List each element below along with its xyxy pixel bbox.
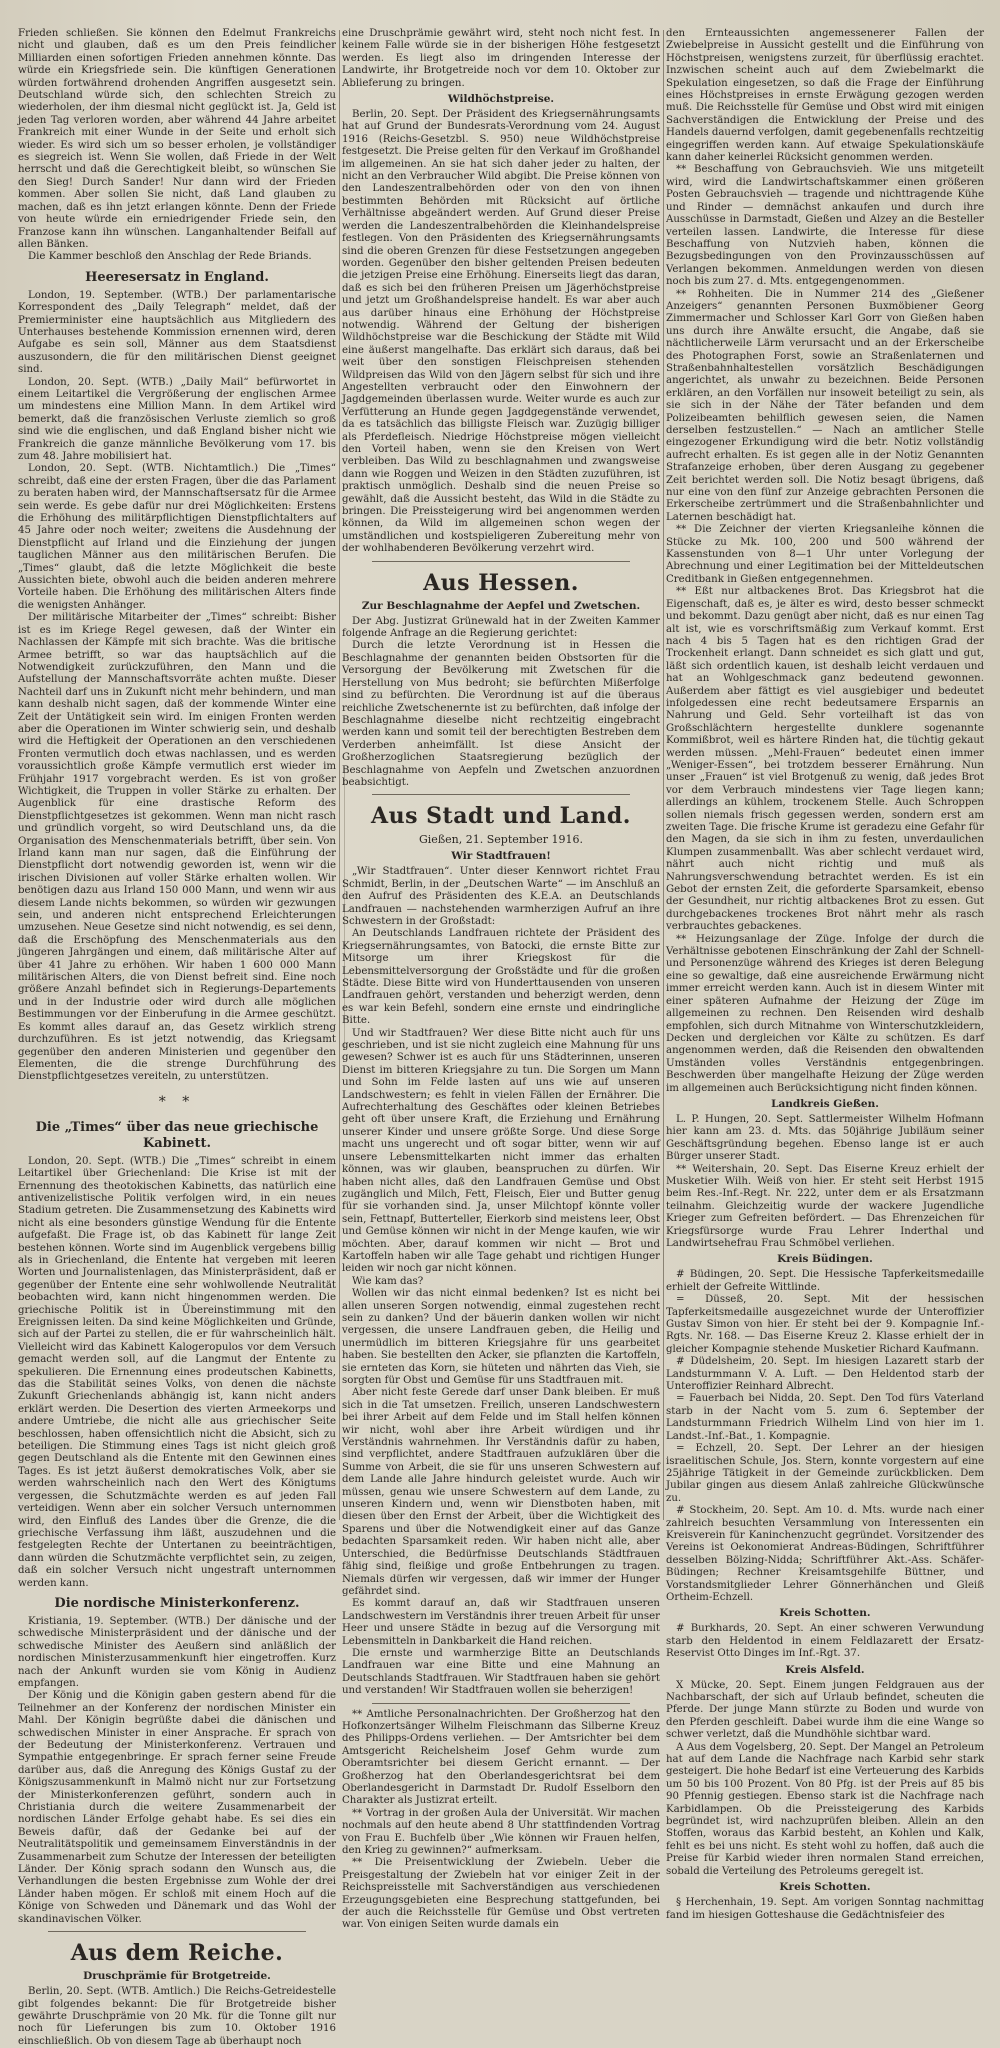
article-paragraph: ** Eßt nur altbackenes Brot. Das Kriegsbrot hat die Eigenschaft, daß es, je älter es wird, desto besser schmeckt und bekommt. Dazu genügt aber nicht, daß es nur einen Tag alt ist, wie es vorschriftsmäßig zum Verkauf kommt. Erst nach 4 bis 5 Tagen hat es den richtigen Grad der Trockenheit erlangt. Dann schneidet es sich glatt und gut, läßt sich ordentlich kauen, ist deshalb leicht verdauen und hat an Wohlgeschmack ganz bedeutend gewonnen. Außerdem aber fättigt es viel ausgiebiger und bedeutet infolgedessen eine recht bedeutsamere Ersparnis an Nahrung und Geld. Sehr vorteilhaft ist das von Großschlächtern hergestellte dunklere sogenannte Kommißbrot, weil es härtere Rinden hat, die tüchtig gekaut werden müssen. „Mehl-Frauen“ bedeutet einen immer „Weniger-Essen“, bei trotzdem besserer Ernährung. Nun unser „Frauen“ ist viel Brotgenuß zu wenig, daß jedes Brot vor dem Verbrauch mindestens vier Tage liegen kann; allerdings an kühlem, trockenem Stelle. Auch Schroppen sollen niemals frisch gegessen werden, sondern erst am zweiten Tage. Die frische Krume ist geradezu eine Gefahr für den Magen, da sie sich in ihm zu festen, unverdaulichen Klumpen zusammenballt. Was aber schlecht verdauet wird, nährt auch nicht richtig und muß als Nahrungsverschwendung betrachtet werden. Es ist ein Gebot der ernsten Zeit, die geforderte Sparsamkeit, ebenso der Gesundheit, nur richtig altbackenes Brot zu essen. Gut durchgebackenes trockenes Brot nährt mehr als rasch verbrauchtes gebackenes. [666,586,984,933]
article-paragraph: ** Rohheiten. Die in Nummer 214 des „Gießener Anzeigers“ genannten Personen Buxmöbiener Georg Zimmermacher und Schlosser Karl Gorr von Gießen haben uns durch ihre Anwälte ersucht, die Angabe, daß sie nächtlicherweile Lärm verursacht und an der Erkerscheibe des Photographen Forst, sowie an Straßenlaternen und Straßenbahnhaltestellen vorsätzlich Beschädigungen angerichtet, als unwahr zu bezeichnen. Beide Personen erklären, an den Vorfällen nur insoweit beteiligt zu sein, als sie sich in der Nähe der Täter befanden und dem Polizeibeamten behilflich gewesen seien, die Namen derselben festzustellen.“ — Nach an amtlicher Stelle eingezogener Erkundigung wird die betr. Notiz vollständig aufrecht erhalten. Es ist gegen alle in der Notiz Genannten Strafanzeige erhoben, über deren Ausgang zu gegebener Zeit berichtet werden soll. Die Notiz besagt übrigens, daß nur eine von den fünf zur Anzeige gebrachten Personen die Erkerscheibe zertrümmert und die Straßenbahnlichter und Laternen beschädigt hat. [666,288,984,523]
article-paragraph: L. P. Hungen, 20. Sept. Sattlermeister Wilhelm Hofmann hier kann am 23. d. Mts. das 50jährige Jubiläum seiner Geschäftsgründung begehen. Ebenso lange ist er auch Bürger unserer Stadt. [666,1113,984,1163]
article-paragraph: = Düsseß, 20. Sept. Mit der hessischen Tapferkeitsmedaille ausgezeichnet wurde der Unteroffizier Gustav Simon von hier. Er steht bei der 9. Kompagnie Inf.-Rgts. Nr. 168. — Das Eiserne Kreuz 2. Klasse erhielt der in gleicher Kompagnie stehende Musketier Richard Kaufmann. [666,1294,984,1355]
article-paragraph: X Mücke, 20. Sept. Einem jungen Feldgrauen aus der Nachbarschaft, der sich auf Urlaub befindet, scheuten die Pferde. Der junge Mann stürzte zu Boden und wurde von den Pferden geschleift. Dabei wurde ihm die eine Wange so schwer verletzt, daß die Mundhöhle sichtbar ward. [666,1679,984,1741]
article-paragraph: ** Die Zeichner der vierten Kriegsanleihe können die Stücke zu Mk. 100, 200 und 500 während der Kassenstunden von 8—1 Uhr unter Vorlegung der Abrechnung und einer Legitimation bei der Mitteldeutschen Creditbank in Gießen entgegennehmen. [666,524,984,585]
article-paragraph: An Deutschlands Landfrauen richtete der Präsident des Kriegsernährungsamtes, von Batocki, die ernste Bitte zur Mitsorge um ihrer Kriegskost für die Lebensmittelversorgung der Großstädte und für die großen Städte. Diese Bitte wird von Hunderttausenden von unseren Landfrauen gehört, verstanden und beherzigt werden, denn es war kein Befehl, sondern eine ernste und eindringliche Bitte. [342,928,660,1027]
article-paragraph: ** Amtliche Personalnachrichten. Der Großherzog hat den Hofkonzertsänger Wilhelm Fleischmann das Silberne Kreuz des Philipps-Ordens verliehen. — Der Amtsrichter bei dem Amtsgericht Reichelsheim Josef Gehm wurde zum Oberamtsrichter bei diesem Gericht ernannt. — Der Großherzog hat den Oberlandesgerichtsrat bei dem Oberlandesgericht in Darmstadt Dr. Rudolf Esselborn den Charakter als Justizrat erteilt. [342,1708,660,1807]
divider [48,1931,306,1932]
article-paragraph: Wollen wir das nicht einmal bedenken? Ist es nicht bei allen unseren Sorgen notwendig, einmal zugestehen recht sein zu danken? Und der bäuerin danken wollen wir nicht vergessen, die unsere Landfrauen geben, die Heilig und unermüdlich im bitteren Kriegsjahre für uns gearbeitet haben. Sie bestellten den Acker, sie pflanzten die Kartoffeln, sie ernteten das Korn, sie hüteten und nährten das Vieh, sie sorgten für Obst und Gemüse für uns Stadtfrauen mit. [342,1288,660,1386]
section-title: Aus Stadt und Land. [371,803,631,830]
section-heading: Heeresersatz in England. [85,269,269,285]
article-paragraph: Durch die letzte Verordnung ist in Hessen die Beschlagnahme der genannten beiden Obstsorten für die Versorgung der Bevölkerung mit Zwetschen für die Herstellung von Mus bedroht; sie befürchten Mißerfolge sind zu befürchten. Die Verordnung ist auf die überaus reichliche Zwetschenernte ist zu befürchten, daß infolge der Beschlagnahme dieselbe nicht rechtzeitig eingebracht werden kann und somit teil der berechtigten Bestreben dem Verderben anheimfällt. Ist diese Ansicht der Großherzoglichen Staatsregierung bezüglich der Beschlagnahme von Aepfeln und Zwetschen anzuordnen beabsichtigt. [342,640,660,788]
article-paragraph: Die Kammer beschloß den Anschlag der Rede Briands. [28,251,312,263]
article-paragraph: A Aus dem Vogelsberg, 20. Sept. Der Mangel an Petroleum hat auf dem Lande die Nachfrage nach Karbid sehr stark gesteigert. Die hohe Bedarf ist eine Verteuerung des Karbids um 50 bis 100 Prozent. Von 80 Pfg. ist der Preis auf 85 bis 90 Pfennig gestiegen. Ebenso stark ist die Nachfrage nach Karbidlampen. Ob die Preissteigerung des Karbids begründet ist, wird nachzuprüfen bleiben. Allein an den Stoffen, woraus das Karbid besteht, an Kohlen und Kalk, fehlt es bei uns nicht. Es steht wohl zu hoffen, daß auch die Preise für Karbid wieder ihren normalen Stand erreichen, sobald die Verteilung des Petroleums geregelt ist. [666,1741,984,1877]
divider [372,561,630,562]
article-paragraph: Aber nicht feste Gerede darf unser Dank bleiben. Er muß sich in die Tat umsetzen. Freilich, unseren Landschwestern bei ihrer Arbeit auf dem Felde und im Stall helfen können wir nicht, wohl aber ihre Arbeit würdigen und ihr Verständnis wahrnehmen. Ihr Verständnis dafür zu haben, sind verpflichtet, andere Stadtfrauen aufzuklären über die Summe von Arbeit, die sie für uns unseren Schwestern auf dem Lande alle Jahre hindurch geleistet wurde. Auch wir müssen, genau wie unsere Schwestern auf dem Lande, zu unseren Kindern und, wenn wir Dienstboten haben, mit diesen über den Ernst der Arbeit, über die Wichtigkeit des Sparens und über die Notwendigkeit einer auf das Ganze bedachten Sparsamkeit reden. Wir haben nicht alle, aber Unterschied, die Bedürfnisse Deutschlands Städtfrauen fähig sind, fleißige und große Entbehrungen zu tragen. Niemals dürfen wir vergessen, daß wir immer der Hunger gefährdet sind. [342,1387,660,1597]
article-paragraph: Die ernste und warmherzige Bitte an Deutschlands Landfrauen war eine Bitte und eine Mahnung an Deutschlands Stadtfrauen. Wir Stadtfrauen haben sie gehört und verstanden! Wir Stadtfrauen wollen sie beherzigen! [342,1647,660,1697]
article-paragraph: ** Heizungsanlage der Züge. Infolge der durch die Verhältnisse gebotenen Einschränkung der Zahl der Schnell- und Personenzüge während des Krieges ist deren Belegung eine so gewaltige, daß eine ausreichende Erwärmung nicht immer erreicht werden kann. Auch ist in diesem Winter mit einer späteren Aufnahme der Heizung der Züge im allgemeinen zu rechnen. Den Reisenden wird deshalb empfohlen, sich durch Mitnahme von Winterschutzkleidern, Decken und dergleichen vor Kälte zu schützen. Es darf angenommen werden, daß die Reisenden den obwaltenden Umständen volles Verständnis entgegenbringen. Beschwerden über mangelhafte Heizung der Züge werden im allgemeinen auch Berücksichtigung nicht finden können. [666,933,984,1094]
article-paragraph: # Stockheim, 20. Sept. Am 10. d. Mts. wurde nach einer zahlreich besuchten Versammlung von Interessenten ein Kreisverein für Kaninchenzucht gegründet. Vorsitzender des Vereins ist Oekonomierat Andreas-Büdingen, Schriftführer desselben Bölzing-Nidda; Schriftführer Akt.-Ass. Schäfer-Büdingen; Rechner Kreisamtsgehilfe Büttner, und Vorstandsmitglieder Lehrer Gönnerhänchen und Gleiß Ortheim-Echzell. [666,1505,984,1603]
column-right [666,28,984,1921]
article-paragraph: Der König und die Königin gaben gestern abend für die Teilnehmer an der Konferenz der nordischen Minister ein Mahl. Der Königin begrüßte dabei die dänischen und schwedischen Minister in einer Ansprache. Er sprach von der Bedeutung der Ministerkonferenz. Vertrauen und Sympathie entgegenbringe. Er sprach ferner seine Freude darüber aus, daß die Anregung des Königs Gustaf zu der Königszusammenkunft in Malmö nicht nur zur Fortsetzung der Ministerkonferenzen geführt, sondern auch in Christiania durch die weitere Zusammenarbeit der nordischen Länder Erfolge gehabt habe. Es sei dies ein Beweis dafür, daß der Gedanke bei auf der Neutralitätspolitik und gemeinsamem Einverständnis in der Zusammenarbeit zum Schutze der Interessen der beteiligten Länder. Der König sprach sodann den Wunsch aus, die Verhandlungen die besten Ergebnisse zum Wohle der drei Länder haben mögen. Er schloß mit einem Hoch auf die Könige von Schweden und Dänemark und das Wohl der skandinavischen Völker. [18,1690,336,1925]
article-paragraph: § Herchenhain, 19. Sept. Am vorigen Sonntag nachmittag fand im hiesigen Gotteshause die Gedächtnisfeier des [666,1897,984,1921]
article-paragraph: ** Weitershain, 20. Sept. Das Eiserne Kreuz erhielt der Musketier Wilh. Weiß von hier. Er steht seit Herbst 1915 beim Res.-Inf.-Regt. Nr. 222, unter dem er als Ersatzmann teilnahm. Gleichzeitig wurde der wackere Jugendliche Krieger zum Gefreiten befördert. — Das Ehrenzeichen für Kriegsfürsorge wurde Frau Lehrer Inderthal und Landwirtsehefrau Frau Schmöbel verliehen. [666,1163,984,1249]
article-paragraph: = Fauerbach bei Nidda, 20. Sept. Den Tod fürs Vaterland starb in der Nacht vom 5. zum 6. September der Landsturmmann Friedrich Wilhelm Lind von hier im 1. Landst.-Inf.-Bat., 1. Kompagnie. [666,1393,984,1442]
column-rule [339,30,340,1520]
subsection-heading: Kreis Schotten. [779,1607,871,1620]
article-paragraph: London, 20. Sept. (WTB.) „Daily Mail“ befürwortet in einem Leitartikel die Vergrößerung der englischen Armee um mindestens eine Million Mann. In dem Artikel wird bemerkt, daß die französischen Verluste ziemlich so groß sind wie die englischen, und daß England bisher nicht wie Frankreich die ganze männliche Bevölkerung vom 17. bis zum 48. Jahre mobilisiert hat. [18,376,336,462]
column-left [18,28,336,2047]
subsection-heading: Kreis Alsfeld. [785,1663,865,1676]
column-middle [342,28,660,1931]
article-paragraph: London, 20. Sept. (WTB. Nichtamtlich.) Die „Times“ schreibt, daß eine der ersten Fragen, über die das Parlament zu beraten haben wird, der Mannschaftsersatz für die Armee sein werde. Es gebe dafür nur drei Möglichkeiten: Erstens die Erhöhung des militärpflichtigen Dienstpflichtalters auf 45 Jahre oder noch weiter; zweitens die Ausdehnung der Dienstpflicht auf Irland und die Einziehung der jungen tauglichen Männer aus den militärischen Berufen. Die „Times“ glaubt, daß die letzte Möglichkeit die beste Aussichten biete, obwohl auch die beiden anderen mehrere Vorteile haben. Die Erhöhung des militärischen Alters finde die wenigsten Anhänger. [18,463,336,611]
article-paragraph: Frieden schließen. Sie können den Edelmut Frankreichs nicht und glauben, daß es um den Preis feindlicher Milliarden einen sofortigen Frieden annehmen könnte. Das würde ein Kriegsfriede sein. Die künftigen Generationen würden fortwährend drohenden Angriffen ausgesetzt sein. Deutschland würde sich, den schlechten Streich zu wiederholen, der ihm diesmal nicht geglückt ist. Ja, Geld ist jeden Tag verloren worden, aber während 44 Jahre arbeitet Frankreich mit einer Wunde in der Seite und erholt sich wieder. Es wird sich um so besser erholen, je vollständiger es siegreich ist. Wenn Sie wollen, daß Friede in der Welt herrscht und daß die Gerechtigkeit bleibt, so wünschen Sie den Sieg! Durch Sander! Nur dann wird der Frieden kommen. Aber sollen Sie nicht, daß Land glauben zu machen, daß es ihn jetzt erlangen könnte. Denn der Friede von heute würde ein erniedrigender Friede sein, den Franzose kann ihn wünschen. Langanhaltender Beifall auf allen Bänken. [18,28,336,250]
section-heading: Die nordische Ministerkonferenz. [54,1595,300,1611]
article-paragraph: # Burkhards, 20. Sept. An einer schweren Verwundung starb den Heldentod in einem Feldlazarett der Ersatz-Reservist Otto Dinges im Inf.-Rgt. 37. [666,1623,984,1660]
article-paragraph: London, 20. Sept. (WTB.) Die „Times“ schreibt in einem Leitartikel über Griechenland: Die Krise ist mit der Ernennung des theotokischen Kabinetts, das natürlich eine antivenizelistische Politik verfolgen wird, in ein neues Stadium getreten. Die Zusammensetzung des Kabinetts wird nicht als eine besonders günstige Wendung für die Entente aufgefaßt. Die Frage ist, ob das Kabinett für lange Zeit bestehen können. Worte sind im Augenblick vergebens billig als in Griechenland, die Entente hat vergeben mit leeren Worten und Journalistenlagen, das Ministerpräsident, daß er gegenüber der Entente eine sehr wohlwollende Neutralität beobachten wird, kann nicht hingenommen werden. Die griechische Politik ist in Übereinstimmung mit den Ereignissen leiten. Da sind keine Möglichkeiten und Gründe, sich auf der Partei zu stellen, die er für wahrscheinlich hält. Vielleicht wird das Kabinett Kalogeropulos vor dem Versuch gemacht werden soll, auf die Langmut der Entente zu spekulieren. Die Ernennung eines prodeutschen Kabinetts, das die Stabilität seines Volks, von denen die nächste Zukunft Griechenlands abhängig ist, kann nicht anders erklärt werden. Die Desertion des vierten Armeekorps und andere Umtriebe, die nicht alle aus griechischer Seite beschlossen, haben offensichtlich nicht die Absicht, sich zu beteiligen. Die Stimmung eines Tags ist nicht gleich groß gegen Deutschland als die Entente mit den Gewinnen eines Tages. Es ist jetzt äußerst demokratisches Volk, aber sie werden wahrscheinlich nach den Wert des Königtums vergessen, die Schutzmächte werden es auf jeden Fall verteidigen. Wenn aber ein solcher Versuch unternommen wird, den Einfluß des Landes über die Grenze, die die griechische Verfassung ihm läßt, auszudehnen und die festgelegten Rechte der Untertanen zu beeinträchtigen, dann würden die Schutzmächte verpflichtet sein, zu zeigen, daß ein solcher Versuch nicht ungestraft unternommen werden kann. [18,1155,336,1589]
article-paragraph: Kristiania, 19. September. (WTB.) Der dänische und der schwedische Ministerpräsident und der dänische und der schwedische Minister des Aeußern sind anläßlich der nordischen Ministerzusammenkunft hier eingetroffen. Kurz nach der Ankunft wurden sie vom König in Audienz empfangen. [18,1615,336,1689]
section-title: Aus Hessen. [423,569,579,596]
subsection-heading: Kreis Schotten. [779,1881,871,1894]
article-paragraph: = Echzell, 20. Sept. Der Lehrer an der hiesigen israelitischen Schule, Jos. Stern, konnte vorgestern auf eine 25jährige Tätigkeit in der Gemeinde zurückblicken. Dem Jubilar gingen aus diesem Anlaß zahlreiche Glückwünsche zu. [666,1443,984,1504]
subsection-heading: Druschprämie für Brotgetreide. [83,1970,271,1983]
article-paragraph: „Wir Stadtfrauen“. Unter dieser Kennwort richtet Frau Schmidt, Berlin, in der „Deutschen Warte“ — im Anschluß an den Aufruf des Präsidenten des K.E.A. an Deutschlands Landfrauen — nachstehenden warmherzigen Aufruf an ihre Schwestern in der Großstadt: [342,866,660,927]
subsection-heading: Wir Stadtfrauen! [451,850,551,863]
article-paragraph: ** Die Preisentwicklung der Zwiebeln. Ueber die Preisgestaltung der Zwiebeln hat vor einiger Zeit in der Reichspreisstelle mit Sachverständigen aus verschiedenen Erzeugungsgebieten eine Besprechung stattgefunden, bei der auch die Reichsstelle für Gemüse und Obst vertreten war. Von einigen Seiten wurde damals ein [342,1857,660,1931]
subsection-heading: Kreis Büdingen. [777,1253,873,1266]
article-paragraph: Berlin, 20. Sept. Der Präsident des Kriegsernährungsamts hat auf Grund der Bundesrats-Verordnung vom 24. August 1916 (Reichs-Gesetzbl. S. 950) neue Wildhöchstpreise festgesetzt. Die Preise gelten für den Verkauf im Großhandel im allgemeinen. An sie hat sich daher jeder zu halten, der nicht an den Verbraucher Wild abgibt. Die Preise können von den Landeszentralbehörden oder von den von ihnen bestimmten Behörden mit Rücksicht auf örtliche Verhältnisse abgeändert werden. Auf Grund dieser Preise werden die Landeszentralbehörden die Kleinhandelspreise festlegen. Von den Präsidenten des Kriegsernährungsamts sind die oberen Grenzen für diese Festsetzungen angegeben worden. Gegenüber den bisher geltenden Preisen bedeuten die jetzigen Preise eine Erhöhung. Einerseits liegt das daran, daß es sich bei den früheren Preisen um Jägerhöchstpreise und jetzt um Großhandelspreise handelt. Es war aber auch aus darüber hinaus eine Erhöhung der Höchstpreise notwendig. Während der Geltung der bisherigen Wildhöchstpreise war die Beschickung der Städte mit Wild eine äußerst mangelhafte. Das erklärt sich daraus, daß bei weit über den sonstigen Fleischpreisen stehenden Wildpreisen das Wild von den Jägern selbst für sich und ihre Angestellten verbraucht oder den Einwohnern der Jagdgemeinden überlassen wurde. Weiter wurde es auch zur Verfütterung an Hunde gegen Jagdgegenstände verwendet, da es tatsächlich das billigste Fleisch war. Zuzügig billiger als Pferdefleisch. Niedrige Höchstpreise mögen vielleicht den Vorteil haben, wenn sie den Kreisen von Wert verbleiben. Das Wild zu beschlagnahmen und zwangsweise dann wie Roggen und Weizen in den Städten zuzuführen, ist praktisch unmöglich. Deshalb sind die neuen Preise so gewählt, daß die Aussicht besteht, das Wild in die Städte zu bringen. Die Preissteigerung wird bei angenommen werden können, da Wild im allgemeinen schon wegen der umständlichen und kostspieligeren Zubereitung mehr von der wohlhabenderen Bevölkerung verzehrt wird. [342,109,660,555]
dateline: Gießen, 21. September 1916. [419,833,583,847]
article-paragraph: Es kommt darauf an, daß wir Stadtfrauen unseren Landschwestern im Verständnis ihrer treuen Arbeit für unser Heer und unsere Städte in bezug auf die Versorgung mit Lebensmitteln in Dankbarkeit die Hand reichen. [342,1598,660,1647]
article-paragraph: # Düdelsheim, 20. Sept. Im hiesigen Lazarett starb der Landsturmmann V. A. Luft. — Den Heldentod starb der Unteroffizier Reinhard Albrecht. [666,1356,984,1393]
article-paragraph: Der Abg. Justizrat Grünewald hat in der Zweiten Kammer folgende Anfrage an die Regierung gerichtet: [342,615,660,640]
subsection-heading: Wildhöchstpreise. [447,93,555,106]
section-heading: Die „Times“ über das neue griechische Kabinett. [35,1119,319,1151]
article-paragraph: London, 19. September. (WTB.) Der parlamentarische Korrespondent des „Daily Telegraph“ meldet, daß der Premierminister eine hauptsächlich aus Mitgliedern des Unterhauses bestehende Kommission ernennen wird, deren Aufgabe es sein soll, Männer aus dem Staatsdienst auszusondern, die für den militärischen Dienst geeignet sind. [18,289,336,376]
article-paragraph: eine Druschprämie gewährt wird, steht noch nicht fest. In keinem Falle würde sie in der bisherigen Höhe festgesetzt werden. Es liegt also im dringenden Interesse der Landwirte, ihr Brotgetreide noch vor dem 10. Oktober zur Ablieferung zu bringen. [342,28,660,89]
article-paragraph: ** Vortrag in der großen Aula der Universität. Wir machen nochmals auf den heute abend 8 Uhr stattfindenden Vortrag von Frau E. Buchfelb über „Wie können wir Frauen helfen, den Krieg zu gewinnen?“ aufmerksam. [342,1807,660,1857]
section-title: Aus dem Reiche. [70,1940,284,1967]
article-paragraph: Berlin, 20. Sept. (WTB. Amtlich.) Die Reichs-Getreidestelle gibt folgendes bekannt: Die für Brotgetreide bisher gewährte Druschprämie von 20 Mk. für die Tonne gilt nur noch für Lieferungen bis zum 10. Oktober 1916 einschließlich. Ob von diesem Tage ab überhaupt noch [18,1986,336,2047]
article-paragraph: Der militärische Mitarbeiter der „Times“ schreibt: Bisher ist es im Kriege Regel gewesen, daß der Winter ein Nachlassen der Kämpfe mit sich brachte. Was die britische Armee betrifft, so war das hauptsächlich auf die Notwendigkeit zurückzuführen, den Mann und die Aufstellung der Mannschaftsvorräte achten mußte. Dieser Nachteil darf uns in Zukunft nicht mehr behindern, und man kann deshalb nicht sagen, daß der kommende Winter eine Zeit der Untätigkeit sein wird. Im einigen Fronten werden aber die Operationen im Winter schwierig sein, und deshalb wird die Heftigkeit der Operationen an den verschiedenen Fronten vermutlich doch etwas nachlassen, und es werden voraussichtlich große Kämpfe vermutlich erst wieder im Frühjahr 1917 vorgebracht werden. Es ist von großer Wichtigkeit, die Truppen in voller Stärke zu erhalten. Der Augenblick für eine drastische Reform des Dienstpflichtgesetzes ist gekommen. Wenn man nicht rasch und gründlich vorgeht, so wird Deutschland uns, da die Organisation des Menschenmaterials betrifft, über sein. Von Irland kann man nur sagen, daß die Einführung der Dienstpflicht dort notwendig geworden ist, wenn wir die irischen Divisionen auf voller Stärke erhalten wollen. Wir benötigen dazu aus Irland 150 000 Mann, und wenn wir aus diesem Lande nichts bekommen, so würden wir gezwungen sein, und anderen nicht entsprechend Erleichterungen umzusehen. Neue Gesetze sind nicht notwendig, es sei denn, daß die Erschöpfung des Menschenmaterials aus den jüngeren Jahrgängen und einem, daß militärische Alter auf über 41 Jahre zu erhöhen. Wir haben 1 600 000 Mann militärischen Alters, die von Dienst befreit sind. Eine noch größere Anzahl befindet sich in Regierungs-Departements und in der Industrie oder wird durch alle möglichen Bestimmungen vor der Einberufung in die Armee geschützt. Es kommt alles darauf an, das Gesetz wirklich streng durchzuführen. Es ist jetzt notwendig, das Kriegsamt gegenüber den anderen Ministerien und gegenüber den Elementen, die die strenge Durchführung des Dienstpflichtgesetzes vereiteln, zu unterstützen. [18,612,336,1083]
article-paragraph: ** Beschaffung von Gebrauchsvieh. Wie uns mitgeteilt wird, wird die Landwirtschaftskammer einen größeren Posten Gebrauchsvieh — tragende und nichttragende Kühe und Rinder — demnächst ankaufen und durch ihre Ausschüsse in Darmstadt, Gießen und Alzey an die Besteller verteilen lassen. Landwirte, die Interesse für diese Beschaffung von Nutzvieh haben, können die Bezugsbedingungen von den Provinzausschüssen auf Verlangen bekommen. Anmeldungen werden von diesen noch bis zum 27. d. Mts. entgegengenommen. [666,164,984,288]
subsection-heading: Zur Beschlagnahme der Aepfel und Zwetschen. [361,599,641,612]
article-paragraph: Wie kam das? [352,1275,424,1287]
divider [372,794,630,795]
subsection-heading: Landkreis Gießen. [771,1097,879,1110]
article-paragraph: den Ernteaussichten angemessenerer Fallen der Zwiebelpreise in Aussicht gestellt und die Einführung von Höchstpreisen, wenigstens zurzeit, für überflüssig erachtet. Inzwischen scheint auch auf dem Zwiebelmarkt die Spekulation eingesetzen, so daß die Frage der Einführung eines Höchstpreises in ernste Erwägung gezogen werden muß. Die Reichsstelle für Gemüse und Obst wird mit einigen Sachverständigen die Entwicklung der Preise und des Handels dauernd verfolgen, damit gegebenenfalls rechtzeitig eingegriffen werden kann. Auf etwaige Spekulationskäufe kann daher keinerlei Rücksicht genommen werden. [666,28,984,164]
separator-stars: * * [158,1093,196,1110]
article-paragraph: # Büdingen, 20. Sept. Die Hessische Tapferkeitsmedaille erhielt der Gefreite Wittlinde. [666,1269,984,1293]
article-paragraph: Und wir Stadtfrauen? Wer diese Bitte nicht auch für uns geschrieben, und ist sie nicht zugleich eine Mahnung für uns gewesen? Schwer ist es auch für uns Städterinnen, unseren Dienst im bitteren Kriegsjahre zu tun. Die Sorgen um Mann und Sohn im Felde lasten auf uns wie auf unseren Landschwestern; es fehlt in vielen Fällen der Ernährer. Die Aufrechterhaltung des Geschäftes oder kleinen Betriebes geht oft über unsere Kraft, die Erziehung und Ernährung unserer Kinder und unsere größte Sorge. Und diese Sorge macht uns ungerecht und oft sogar bitter, wenn wir auf unsere Lebensmittelkarten nicht immer das erhalten können, was wir glauben, beanspruchen zu dürfen. Wir haben nicht alles, daß den Landfrauen Gemüse und Obst zugänglich und Milch, Fett, Fleisch, Eier und Butter genug für sie vorhanden sind. Ja, unser Milchtopf könnte voller sein, Fettnapf, Butterteller, Eierkorb sind meistens leer, Obst und Gemüse können wir nicht in der Menge kaufen, wie wir möchten. Aber, darauf kommen wir nicht — Brot und Kartoffeln haben wir alle Tage gehabt und richtigen Hunger leiden wir noch gar nicht können. [342,1027,660,1275]
column-rule [663,30,664,1520]
divider [372,1703,630,1704]
